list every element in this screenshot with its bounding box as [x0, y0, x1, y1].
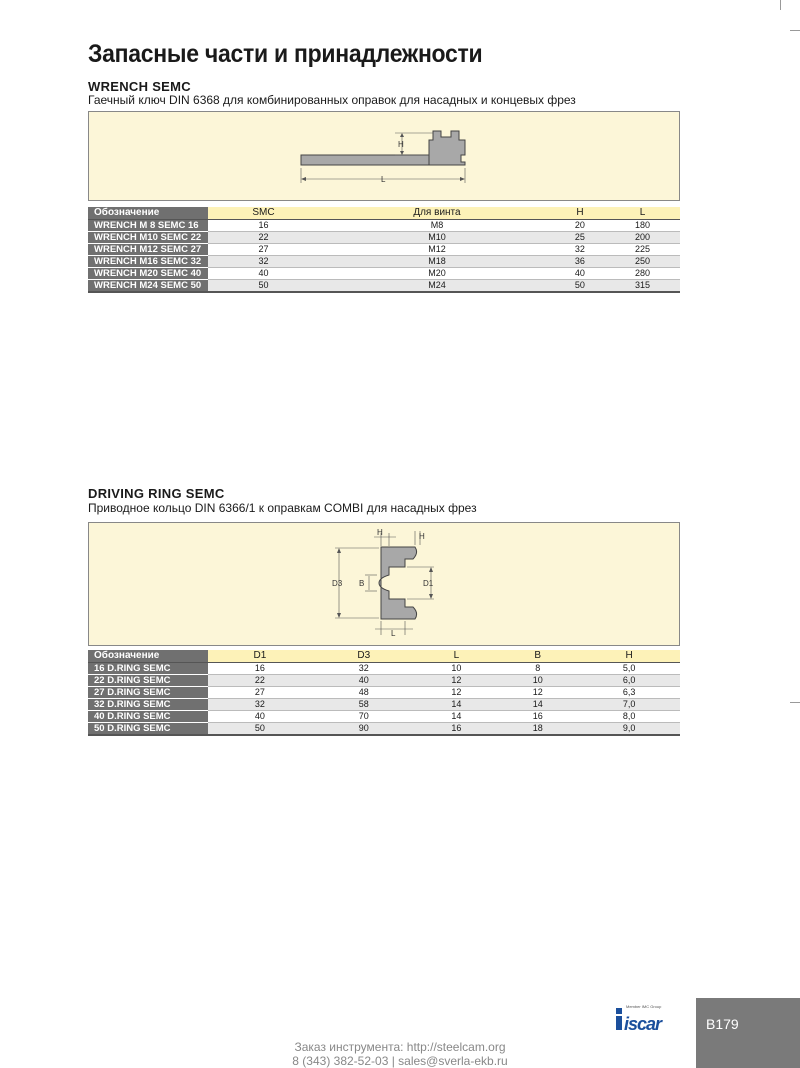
table-cell: 200	[605, 231, 680, 243]
table-cell: 16	[497, 710, 578, 722]
table-cell: 27	[208, 243, 319, 255]
table-cell: 48	[312, 686, 416, 698]
table-cell: 20	[555, 219, 605, 231]
page-number: B179	[706, 1016, 739, 1032]
table-cell: 18	[497, 722, 578, 735]
table-row	[88, 231, 680, 243]
table-cell: 12	[416, 686, 497, 698]
table-cell: 40	[208, 710, 312, 722]
crop-mark	[790, 702, 800, 703]
table-cell: 32	[312, 662, 416, 674]
ring-table	[88, 650, 680, 736]
table-cell: 90	[312, 722, 416, 735]
col-header-screw: Для винта	[319, 207, 555, 219]
table-cell: 27 D.RING SEMC	[88, 686, 208, 698]
table-cell: 32	[208, 255, 319, 267]
table-cell: WRENCH M20 SEMC 40	[88, 267, 208, 279]
crop-mark	[790, 30, 800, 31]
ring-dim-h-left: H	[377, 528, 383, 537]
table-cell: M10	[319, 231, 555, 243]
wrench-section-title: WRENCH SEMC	[88, 79, 191, 94]
ring-section-subtitle: Приводное кольцо DIN 6366/1 к оправкам COMBI для насадных фрез	[88, 501, 477, 515]
table-cell: 16	[208, 662, 312, 674]
footer-contact-line: 8 (343) 382-52-03 | sales@sverla-ekb.ru	[292, 1054, 508, 1068]
table-row	[88, 686, 680, 698]
wrench-dim-l: L	[381, 175, 386, 184]
table-row	[88, 722, 680, 735]
ring-dim-d1: D1	[423, 579, 434, 588]
table-cell: 7,0	[578, 698, 680, 710]
wrench-drawing-panel	[88, 111, 680, 201]
col-header-d3: D3	[312, 650, 416, 662]
col-header-l: L	[416, 650, 497, 662]
table-cell: M18	[319, 255, 555, 267]
wrench-section-subtitle: Гаечный ключ DIN 6368 для комбинированных оправок для насадных и концевых фрез	[88, 93, 576, 107]
table-cell: 180	[605, 219, 680, 231]
table-cell: 280	[605, 267, 680, 279]
ring-section-title: DRIVING RING SEMC	[88, 486, 225, 501]
wrench-drawing	[89, 112, 681, 202]
table-cell: 14	[416, 710, 497, 722]
table-cell: 14	[416, 698, 497, 710]
table-row	[88, 243, 680, 255]
table-cell: 25	[555, 231, 605, 243]
col-header-designation: Обозначение	[88, 207, 208, 219]
table-cell: 22	[208, 674, 312, 686]
table-cell: 50 D.RING SEMC	[88, 722, 208, 735]
table-row	[88, 674, 680, 686]
table-cell: 6,0	[578, 674, 680, 686]
table-cell: 250	[605, 255, 680, 267]
table-cell: WRENCH M12 SEMC 27	[88, 243, 208, 255]
col-header-smc: SMC	[208, 207, 319, 219]
table-cell: WRENCH M24 SEMC 50	[88, 279, 208, 292]
table-cell: 16	[208, 219, 319, 231]
col-header-h: H	[578, 650, 680, 662]
table-cell: 5,0	[578, 662, 680, 674]
table-cell: 16	[416, 722, 497, 735]
table-cell: 12	[497, 686, 578, 698]
table-cell: 315	[605, 279, 680, 292]
iscar-logo-mark	[612, 1004, 682, 1034]
table-cell: 32 D.RING SEMC	[88, 698, 208, 710]
table-cell: M8	[319, 219, 555, 231]
col-header-d1: D1	[208, 650, 312, 662]
col-header-h: H	[555, 207, 605, 219]
table-cell: 32	[208, 698, 312, 710]
table-cell: 6,3	[578, 686, 680, 698]
table-cell: 225	[605, 243, 680, 255]
table-cell: 40	[555, 267, 605, 279]
ring-drawing-panel	[88, 522, 680, 646]
table-cell: 22 D.RING SEMC	[88, 674, 208, 686]
table-cell: 8	[497, 662, 578, 674]
table-cell: WRENCH M 8 SEMC 16	[88, 219, 208, 231]
table-cell: 40	[312, 674, 416, 686]
table-cell: 27	[208, 686, 312, 698]
table-cell: M12	[319, 243, 555, 255]
table-row	[88, 279, 680, 292]
table-cell: 40 D.RING SEMC	[88, 710, 208, 722]
col-header-b: B	[497, 650, 578, 662]
table-header-row	[88, 207, 680, 219]
table-cell: 50	[555, 279, 605, 292]
crop-mark	[780, 0, 781, 10]
wrench-table	[88, 207, 680, 293]
ring-dim-h-right: H	[419, 532, 425, 541]
table-row	[88, 710, 680, 722]
table-row	[88, 698, 680, 710]
wrench-dim-h: H	[398, 140, 404, 149]
table-cell: 50	[208, 279, 319, 292]
table-cell: 36	[555, 255, 605, 267]
table-cell: 22	[208, 231, 319, 243]
logo-brand: iscar	[624, 1014, 662, 1034]
table-cell: 10	[497, 674, 578, 686]
page-title: Запасные части и принадлежности	[88, 40, 483, 68]
col-header-designation: Обозначение	[88, 650, 208, 662]
table-cell: 70	[312, 710, 416, 722]
table-row	[88, 255, 680, 267]
table-header-row	[88, 650, 680, 662]
col-header-l: L	[605, 207, 680, 219]
table-cell: 9,0	[578, 722, 680, 735]
logo-tagline: Member IMC Group	[626, 1004, 662, 1009]
iscar-logo	[612, 1004, 682, 1034]
table-cell: 40	[208, 267, 319, 279]
table-cell: 8,0	[578, 710, 680, 722]
table-cell: 10	[416, 662, 497, 674]
table-row	[88, 267, 680, 279]
ring-dim-d3: D3	[332, 579, 343, 588]
table-cell: 50	[208, 722, 312, 735]
table-cell: M24	[319, 279, 555, 292]
table-cell: 32	[555, 243, 605, 255]
table-cell: 16 D.RING SEMC	[88, 662, 208, 674]
footer-order-line: Заказ инструмента: http://steelcam.org	[294, 1040, 506, 1054]
table-cell: WRENCH M16 SEMC 32	[88, 255, 208, 267]
table-cell: 58	[312, 698, 416, 710]
table-cell: M20	[319, 267, 555, 279]
ring-dim-b: B	[359, 579, 365, 588]
table-cell: 12	[416, 674, 497, 686]
table-row	[88, 662, 680, 674]
table-cell: 14	[497, 698, 578, 710]
ring-drawing	[89, 523, 681, 647]
ring-dim-l: L	[391, 629, 396, 638]
table-row	[88, 219, 680, 231]
table-cell: WRENCH M10 SEMC 22	[88, 231, 208, 243]
